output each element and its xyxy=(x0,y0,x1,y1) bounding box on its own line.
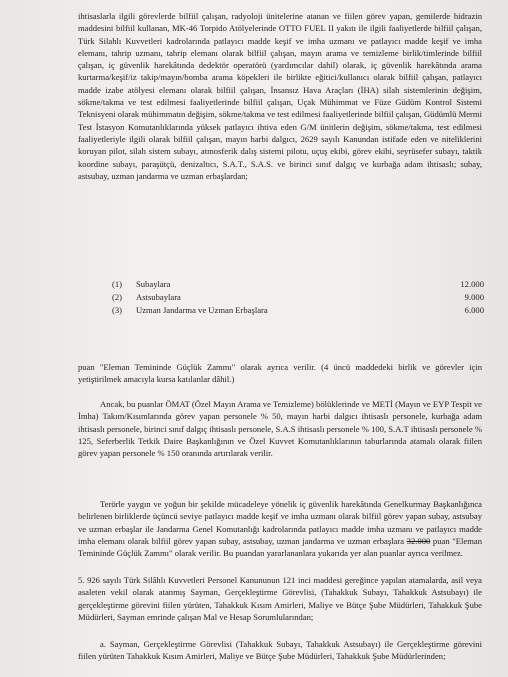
allocation-row xyxy=(112,279,484,291)
allocation-value: 9.000 xyxy=(464,292,484,302)
paragraph-counter-terror xyxy=(78,498,482,559)
paragraph-eligible-personnel: ihtisaslarla ilgili görevlerde bilfiil çalışan, radyoloji ünitelerine atanan ve fiilen görev yapan, gemilerde hidrazin maddesini bilfiil kullanan, MK-46 Torpido Atölyelerinde OTTO FUEL II yakıtı ile ilgili faaliyetlerde bilfiil çalışan, Türk Silahlı Kuvvetleri kadrolarında patlayıcı madde keşif ve imha uzmanı ve patlayıcı madde keşif ve imha elemanı, tahrip uzmanı, tahrip elemanı olarak bilfiil çalışan, mayın arama ve temizleme birlik/timlerinde bilfiil çalışan, iç güvenlik harekâtında dedektör operatörü (yardımcılar dahil) olarak, iç güvenlik harekâtında arama kurtarma/keşif/iz takip/mayın/bomba arama köpekleri ile birlikte eğitici/kullanıcı olarak bilfiil çalışan, patlayıcı madde izabe atölyesi elemanı olarak bilfiil çalışan, İnsansız Hava Araçları (İHA) silah sistemlerinin değişim, sökme/takma ve test edilmesi faaliyetlerinde bilfiil çalışan, Uçak Mühimmat ve Füze Güdüm Kontrol Sistemi Teknisyeni olarak mühimmatın değişim, sökme/takma ve test edilmesi faaliyetlerinde bilfiil çalışan, Güdümlü Mermi Test İstasyon Komutanlıklarında yüksek patlayıcı ihtiva eden G/M ünitlerin değişim, sökme/takma, test edilmesi faaliyetleriyle ilgili olarak bilfiil çalışan, mayın harbi dalgıcı, 2629 sayılı Kanundan istifade eden ve niteliklerini koruyan pilot, silah sistem subayı, atmosferik dalış sistemi pilotu, uçuş ekibi, görev ekibi, seyrüsefer subayı, taktik koordine subayı, paraşütçü, denizaltıcı, S.A.T., S.A.S. ve birinci sınıf dalgıç ve kurbağa adam ihtisaslı; subay, astsubay, uzman jandarma ve uzman erbaşlardan; xyxy=(78,11,482,181)
counter-terror-amount: 32.000 xyxy=(406,535,431,546)
allocation-row xyxy=(112,292,484,304)
allocation-number: (1) xyxy=(112,279,123,289)
allocation-value: 12.000 xyxy=(460,279,484,289)
allocation-value: 6.000 xyxy=(464,305,484,315)
counter-terror-text: Terörle yaygın ve yoğun bir şekilde mücadeleye yönelik iç güvenlik harekâtında Genelkurmay Başkanlığınca belirlenen birliklerde üçüncü seviye patlayıcı madde keşif ve imha uzmanı olarak bilfiil görev yapan subay, astsubay ve uzman erbaşlar ile Jandarma Genel Komutanlığı kadrolarında patlayıcı madde imha uzmanı ve patlayıcı madde imha elemanı olarak bilfiil görev yapan subay, astsubay, uzman jandarma ve uzman erbaşlara xyxy=(78,499,482,546)
paragraph-section-5a: a. Sayman, Gerçekleştirme Görevlisi (Tahakkuk Subayı, Tahakkuk Astsubayı) ile Gerçekleştirme görevini fiilen yürüten Tahakkuk Kısım Amirleri, Maliye ve Bütçe Şube Müdürleri, Tahakkuk Şube Müdürlerinden; xyxy=(78,639,482,662)
paragraph-section-5: 5. 926 sayılı Türk Silâhlı Kuvvetleri Personel Kanununun 121 inci maddesi gereğince yapılan atamalarda, asil veya asaleten vekil olarak atanmış Sayman, Gerçekleştirme Görevlisi, (Tahakkuk Subayı, Tahakkuk Astsubayı) ile gerçekleştirme görevini fiilen yürüten, Tahakkuk Kısım Amirleri, Maliye ve Bütçe Şube Müdürleri, Tahakkuk Şube Müdürleri, Sayman emrinde çalışan Mal ve Hesap Sorumlularından; xyxy=(78,575,482,622)
allocation-row xyxy=(112,305,484,317)
allocation-number: (3) xyxy=(112,305,123,315)
counter-terror-text-end: puan "Eleman Temininde Güçlük Zammı" olarak verilir. Bu puandan yararlananlara yukarıda yer alan puanlar ayrıca verilmez. xyxy=(78,535,482,559)
allocation-number: (2) xyxy=(112,292,123,302)
paragraph-increase-rates: Ancak, bu puanlar ÖMAT (Özel Mayın Arama ve Temizleme) bölüklerinde ve METİ (Mayın ve EYP Tespit ve İmha) Takım/Kısımlarında görev yapan personele % 50, mayın harbi dalgıcı ihtisaslı personele, kurbağa adam ihtisaslı personele, birinci sınıf dalgıç ihtisaslı personele, S.A.S ihtisaslı personele % 100, S.A.T ihtisaslı personele % 125, Seferberlik Tetkik Daire Başkanlığının ve Özel Kuvvet Komutanlıklarının taburlarında atamalı olarak fiilen görev yapan personele % 150 oranında artırılarak verilir. xyxy=(78,399,482,459)
paragraph-allowance-note: puan "Eleman Temininde Güçlük Zammı" olarak ayrıca verilir. (4 üncü maddedeki birlik ve görevler için yetiştirilmek amacıyla kursa katılanlar dâhil.) xyxy=(78,362,482,385)
allocation-label: Uzman Jandarma ve Uzman Erbaşlara xyxy=(136,305,268,315)
allocation-label: Subaylara xyxy=(136,279,171,289)
allocation-label: Astsubaylara xyxy=(136,292,181,302)
